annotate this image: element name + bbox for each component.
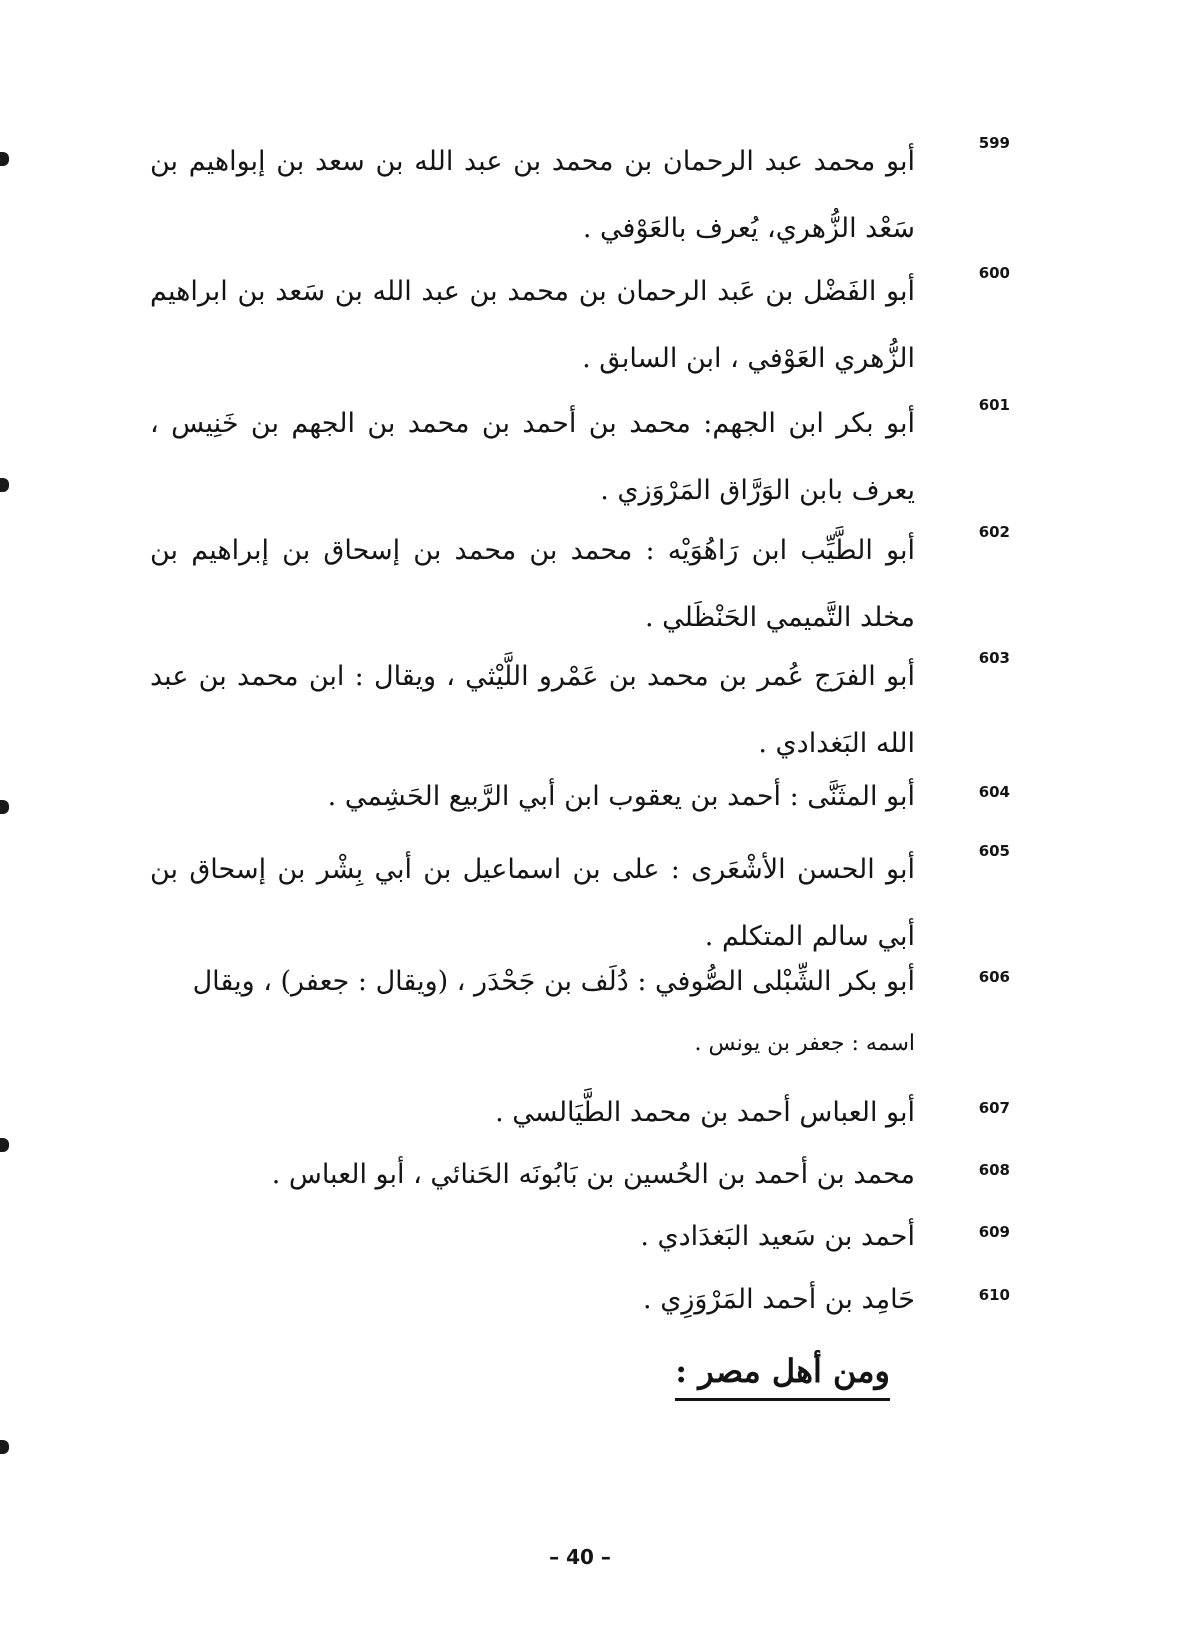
entry-607 xyxy=(150,1093,1010,1143)
entry-number: 606 xyxy=(978,968,1010,986)
entry-610 xyxy=(150,1280,1010,1330)
entry-601 xyxy=(150,390,1010,530)
entry-602 xyxy=(150,517,1010,657)
entry-606 xyxy=(150,962,1010,1072)
section-heading-text: ومن أهل مصر : xyxy=(675,1352,890,1401)
entry-number: 601 xyxy=(978,396,1010,414)
entry-608 xyxy=(150,1155,1010,1205)
scan-mark xyxy=(0,478,9,492)
entry-text: أبو بكر الشِّبْلى الصُّوفي : دُلَف بن جَحْدَر ، (ويقال : جعفر) ، ويقال xyxy=(192,966,915,997)
entry-text: أبو محمد عبد الرحمان بن محمد بن عبد الله بن سعد بن إبواهيم بن سَعْد الزُّهري، يُعرف بالعَوْفي . xyxy=(150,146,915,244)
page-number: – 40 – xyxy=(549,1545,611,1569)
entry-604 xyxy=(150,777,1010,827)
entry-text: أحمد بن سَعيد البَغدَادي . xyxy=(640,1221,915,1252)
entry-number: 608 xyxy=(978,1161,1010,1179)
entry-text: أبو الطَّيِّب ابن رَاهُوَيْه : محمد بن محمد بن إسحاق بن إبراهيم بن مخلد التَّميمي الحَنْظَلي . xyxy=(150,535,915,633)
entry-text: حَامِد بن أحمد المَرْوَزِي . xyxy=(643,1284,915,1315)
entry-number: 604 xyxy=(978,783,1010,801)
entry-number: 607 xyxy=(978,1099,1010,1117)
entry-number: 600 xyxy=(978,264,1010,282)
entry-text: أبو الحسن الأشْعَرى : على بن اسماعيل بن أبي بِشْر بن إسحاق بن أبي سالم المتكلم . xyxy=(150,854,915,952)
scan-mark xyxy=(0,152,9,166)
entry-605 xyxy=(150,836,1010,976)
section-heading xyxy=(600,1352,890,1401)
scan-mark xyxy=(0,1138,9,1152)
entry-603 xyxy=(150,643,1010,783)
entry-number: 610 xyxy=(978,1286,1010,1304)
entry-text: أبو المثَنَّى : أحمد بن يعقوب ابن أبي الرَّبيع الحَشِمي . xyxy=(327,781,915,812)
entry-number: 599 xyxy=(978,134,1010,152)
entry-text: أبو الفَضْل بن عَبد الرحمان بن محمد بن عبد الله بن سَعد بن ابراهيم الزُّهري العَوْفي ، ابن السابق . xyxy=(150,276,915,374)
entry-text: أبو بكر ابن الجهم: محمد بن أحمد بن محمد بن الجهم بن خَنِيس ، يعرف بابن الوَرَّاق المَرْوَزي . xyxy=(150,408,915,506)
entry-text: محمد بن أحمد بن الحُسين بن بَابُونَه الحَنائي ، أبو العباس . xyxy=(271,1159,915,1190)
entry-600 xyxy=(150,258,1010,398)
entry-text: أبو العباس أحمد بن محمد الطَّيَالسي . xyxy=(495,1097,915,1128)
entry-number: 609 xyxy=(978,1223,1010,1241)
entry-text: أبو الفرَج عُمر بن محمد بن عَمْرو اللَّيْثي ، ويقال : ابن محمد بن عبد الله البَغدادي . xyxy=(150,661,915,759)
entry-number: 603 xyxy=(978,649,1010,667)
entry-text-continued: اسمه : جعفر بن يونس . xyxy=(694,1031,915,1056)
entry-number: 602 xyxy=(978,523,1010,541)
entry-609 xyxy=(150,1217,1010,1267)
scan-mark xyxy=(0,1440,9,1454)
scan-mark xyxy=(0,800,9,814)
entry-number: 605 xyxy=(978,842,1010,860)
entry-599 xyxy=(150,128,1010,268)
